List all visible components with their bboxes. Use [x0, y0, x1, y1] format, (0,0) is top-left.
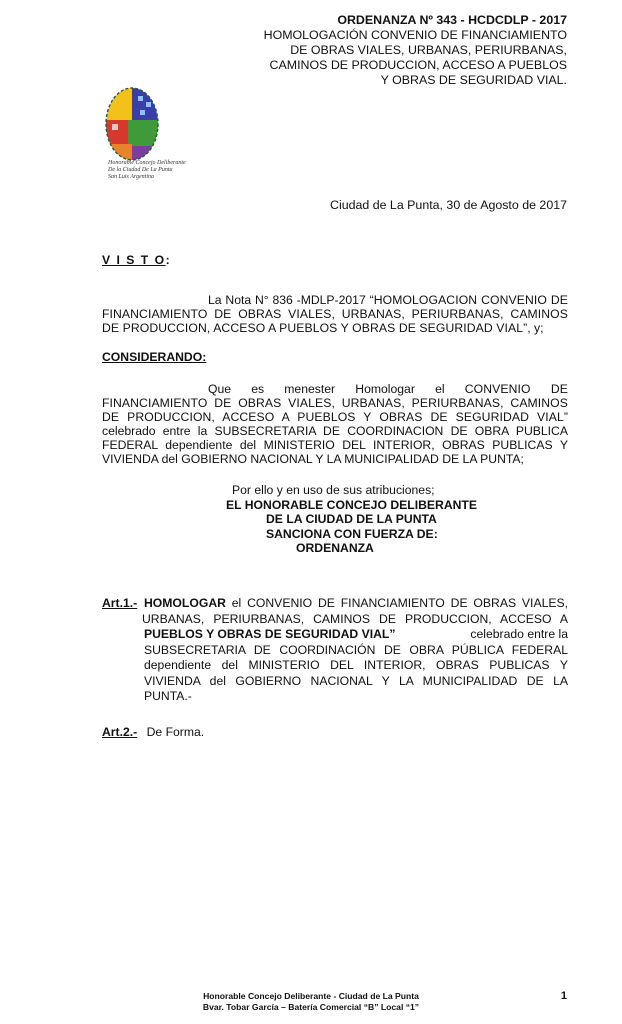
considerando-heading: CONSIDERANDO:: [102, 350, 207, 364]
sanciona-line: EL HONORABLE CONCEJO DELIBERANTE: [226, 497, 477, 512]
page-number: 1: [560, 990, 567, 1002]
document-footer: [0, 991, 622, 1013]
sanciona-line: DE LA CIUDAD DE LA PUNTA: [266, 512, 437, 526]
art1-label: Art.1.-: [102, 596, 138, 610]
sanciona-intro: Por ello y en uso de sus atribuciones;: [232, 483, 435, 497]
sanciona-block: [102, 483, 568, 556]
visto-heading: V I S T O:: [102, 253, 170, 267]
header-line: HOMOLOGACIÓN CONVENIO DE FINANCIAMIENTO: [263, 28, 567, 42]
footer-line: Honorable Concejo Deliberante - Ciudad de La Punta: [203, 991, 419, 1001]
sanciona-line: ORDENANZA: [296, 541, 374, 555]
header-line: DE OBRAS VIALES, URBANAS, PERIURBANAS,: [290, 43, 567, 57]
logo-caption: Honorable Concejo Deliberante De la Ciudad De La Punta San Luis Argentina: [108, 160, 186, 180]
header-line: Y OBRAS DE SEGURIDAD VIAL.: [380, 73, 567, 87]
header-line: CAMINOS DE PRODUCCION, ACCESO A PUEBLOS: [269, 58, 567, 72]
ordinance-title: ORDENANZA Nº 343 - HCDCDLP - 2017: [337, 13, 567, 27]
sanciona-line: SANCIONA CON FUERZA DE:: [266, 526, 438, 541]
document-date: Ciudad de La Punta, 30 de Agosto de 2017: [330, 198, 567, 212]
footer-line: Bvar. Tobar García – Batería Comercial “B” Local “1”: [202, 1002, 420, 1012]
art1-body: HOMOLOGAR el CONVENIO DE FINANCIAMIENTO DE OBRAS VIALES, URBANAS, PERIURBANAS, CAMINOS DE PRODUCCION, ACCESO A PUEBLOS Y OBRAS DE SEGURIDAD VIAL” celebrado entre la SUBSECRETARIA DE COORDINACIÓN DE OBRA PÚBLICA FEDERAL dependiente del MINISTERIO DEL INTERIOR, OBRAS PUBLICAS Y VIVIENDA del GOBIERNO NACIONAL Y LA MUNICIPALIDAD DE LA PUNTA.-: [142, 596, 568, 703]
art2: Art.2.- De Forma.: [102, 725, 205, 739]
document-header: [264, 13, 567, 88]
council-logo: [98, 84, 180, 167]
council-logo-icon: [98, 84, 180, 164]
considerando-paragraph: Que es menester Homologar el CONVENIO DE FINANCIAMIENTO DE OBRAS VIALES, URBANAS, PERIURBANAS, CAMINOS DE PRODUCCION, ACCESO A PUEBLOS Y OBRAS DE SEGURIDAD VIAL” celebrado entre la SUBSECRETARIA DE COORDINACION DE OBRA PUBLICA FEDERAL dependiente del MINISTERIO DEL INTERIOR, OBRAS PUBLICAS Y VIVIENDA del GOBIERNO NACIONAL Y LA MUNICIPALIDAD DE LA PUNTA;: [102, 382, 568, 466]
visto-paragraph: La Nota N° 836 -MDLP-2017 “HOMOLOGACION CONVENIO DE FINANCIAMIENTO DE OBRAS VIALES, URBANAS, PERIURBANAS, CAMINOS DE PRODUCCION, ACCESO A PUEBLOS Y OBRAS DE SEGURIDAD VIAL”, y;: [102, 293, 568, 335]
